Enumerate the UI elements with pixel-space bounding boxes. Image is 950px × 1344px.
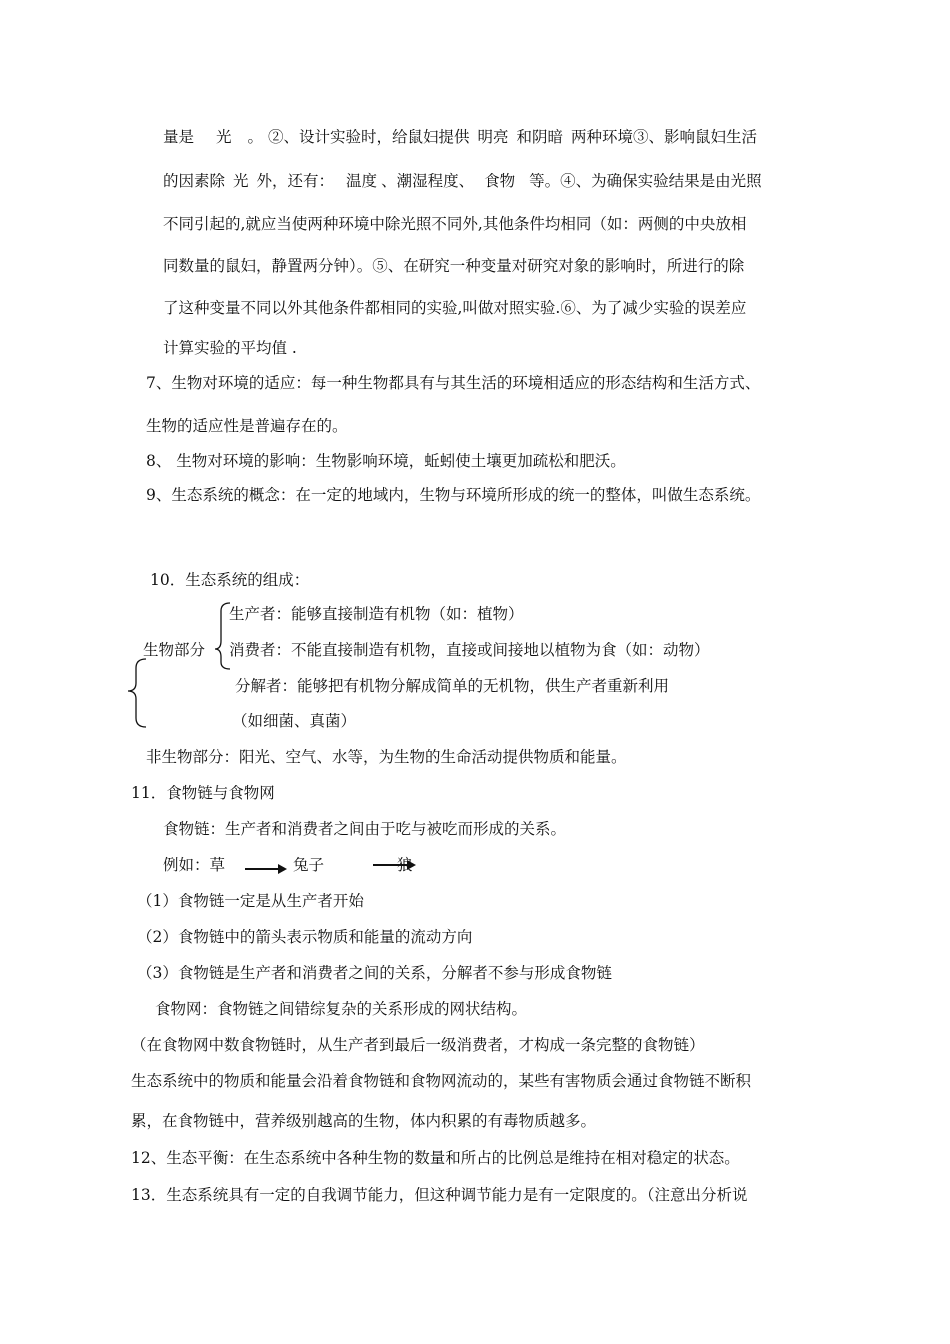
p6-text: 等。④、为确保实验结果是由光照 bbox=[529, 172, 762, 190]
p6-text: 。 ②、设计实验时，给鼠妇提供 bbox=[247, 128, 470, 146]
p7-line2: 生物的适应性是普遍存在的。 bbox=[146, 417, 348, 435]
p6-text: 、潮湿程度、 bbox=[381, 172, 475, 190]
p11-title: 11．食物链与食物网 bbox=[131, 784, 275, 802]
p7-line1: 7、生物对环境的适应：每一种生物都具有与其生活的环境相适应的形态结构和生活方式、 bbox=[146, 374, 761, 392]
p6-line6: 计算实验的平均值 . bbox=[163, 339, 297, 357]
food-web-note: （在食物网中数食物链时，从生产者到最后一级消费者，才构成一条完整的食物链） bbox=[131, 1036, 705, 1054]
p6-line3: 不同引起的,就应当使两种环境中除光照不同外,其他条件均相同（如：两侧的中央放相 bbox=[163, 215, 747, 233]
p6-text: 的因素除 bbox=[163, 172, 226, 190]
decomposer-example: （如细菌、真菌） bbox=[232, 712, 357, 730]
producer-line: 生产者：能够直接制造有机物（如：植物） bbox=[229, 605, 524, 623]
p6-blank-answer: 明亮 bbox=[477, 128, 509, 146]
flow-line-2: 累，在食物链中，营养级别越高的生物，体内积累的有毒物质越多。 bbox=[131, 1112, 597, 1130]
food-chain-wolf: 狼 bbox=[397, 856, 413, 874]
p8-line: 8、 生物对环境的影响：生物影响环境，蚯蚓使土壤更加疏松和肥沃。 bbox=[146, 452, 626, 470]
p13-line: 13．生态系统具有一定的自我调节能力，但这种调节能力是有一定限度的。（注意出分析说 bbox=[131, 1186, 748, 1204]
food-web-definition: 食物网：食物链之间错综复杂的关系形成的网状结构。 bbox=[155, 1000, 528, 1018]
p6-line4: 同数量的鼠妇，静置两分钟）。⑤、在研究一种变量对研究对象的影响时，所进行的除 bbox=[163, 257, 745, 275]
p6-blank-answer: 光 bbox=[216, 128, 232, 146]
food-chain-note-1: （1）食物链一定是从生产者开始 bbox=[137, 892, 364, 910]
p12-line: 12、生态平衡：在生态系统中各种生物的数量和所占的比例总是维持在相对稳定的状态。 bbox=[131, 1149, 740, 1167]
food-chain-note-3: （3）食物链是生产者和消费者之间的关系，分解者不参与形成食物链 bbox=[137, 964, 612, 982]
p6-line1 bbox=[163, 127, 757, 147]
food-chain-rabbit: 兔子 bbox=[293, 856, 325, 874]
composition-brace bbox=[128, 659, 146, 727]
bio-part-brace bbox=[215, 603, 230, 669]
p10-title: 10．生态系统的组成： bbox=[150, 571, 310, 589]
arrow-right-icon bbox=[245, 868, 285, 870]
p6-blank-answer: 和阴暗 bbox=[516, 128, 563, 146]
p6-line5: 了这种变量不同以外其他条件都相同的实验,叫做对照实验.⑥、为了减少实验的误差应 bbox=[163, 299, 747, 317]
food-chain-example-label: 例如：草 bbox=[163, 856, 226, 874]
p6-text: 两种环境③、影响鼠妇生活 bbox=[571, 128, 758, 146]
p6-blank-answer: 食物 bbox=[484, 172, 516, 190]
p6-text: 量是 bbox=[163, 128, 195, 146]
nonbio-line: 非生物部分：阳光、空气、水等，为生物的生命活动提供物质和能量。 bbox=[146, 748, 627, 766]
decomposer-line: 分解者：能够把有机物分解成简单的无机物，供生产者重新利用 bbox=[235, 677, 670, 695]
bio-part-label: 生物部分 bbox=[143, 641, 206, 659]
p6-blank-answer: 光 bbox=[233, 172, 249, 190]
food-chain-note-2: （2）食物链中的箭头表示物质和能量的流动方向 bbox=[137, 928, 473, 946]
consumer-line: 消费者：不能直接制造有机物，直接或间接地以植物为食（如：动物） bbox=[229, 641, 710, 659]
p6-line2 bbox=[163, 171, 762, 191]
p6-text: 外，还有： bbox=[256, 172, 335, 190]
p9-line: 9、生态系统的概念：在一定的地域内，生物与环境所形成的统一的整体，叫做生态系统。 bbox=[146, 486, 761, 504]
p6-blank-answer: 温度 bbox=[346, 172, 378, 190]
food-chain-definition: 食物链：生产者和消费者之间由于吃与被吃而形成的关系。 bbox=[163, 820, 567, 838]
flow-line-1: 生态系统中的物质和能量会沿着食物链和食物网流动的，某些有害物质会通过食物链不断积 bbox=[131, 1072, 752, 1090]
